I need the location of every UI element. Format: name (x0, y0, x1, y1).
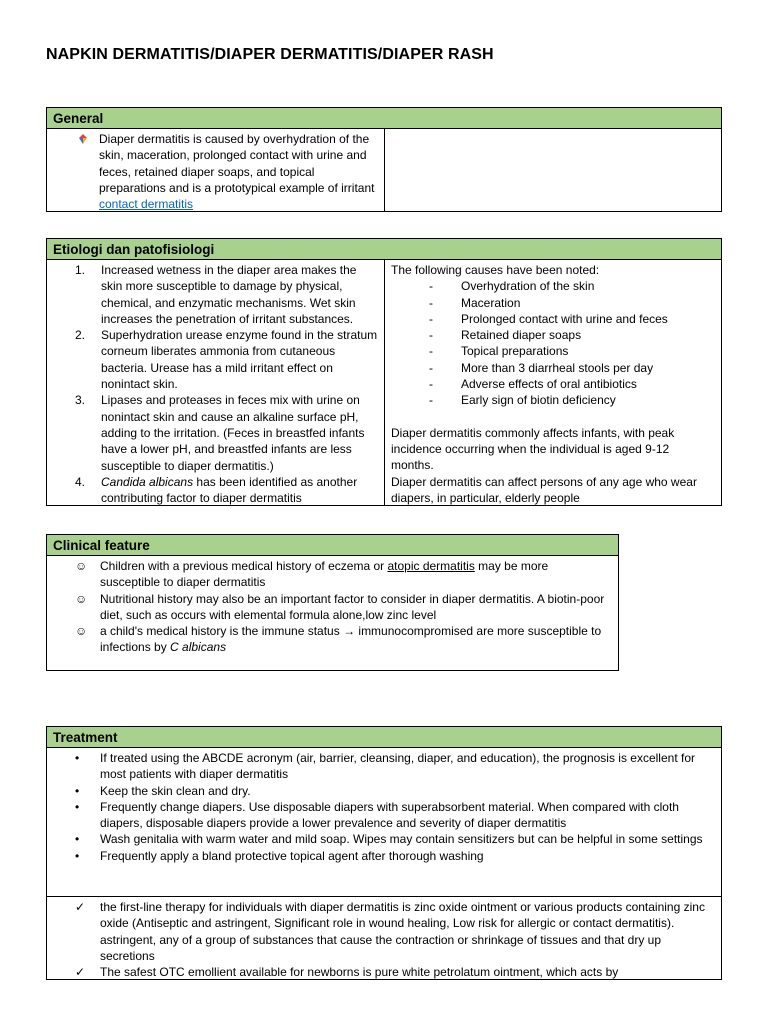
dash-bullet: - (429, 360, 433, 375)
etiologi-section (46, 238, 722, 506)
dash-bullet: - (429, 377, 433, 392)
dash-bullet: - (429, 328, 433, 343)
etiologi-left-cell (47, 260, 384, 505)
treatment-section (46, 726, 722, 980)
cause-item: Overhydration of the skin (461, 279, 595, 294)
clinical-item-3-mid: immunocompromised are more susceptible to infections by (100, 624, 602, 655)
item-number: 1. (75, 263, 86, 277)
treatment-bullets (47, 748, 721, 896)
treatment-checks (47, 896, 721, 982)
cause-item: More than 3 diarrheal stools per day (461, 360, 654, 375)
treatment-item: Keep the skin clean and dry. (100, 783, 251, 798)
cause-item: Retained diaper soaps (461, 328, 582, 343)
general-text (99, 131, 378, 212)
etiologi-item (75, 474, 380, 507)
treatment-check-item: The safest OTC emollient available for newborns is pure white petrolatum ointment, which acts by (100, 965, 619, 980)
checkmark-icon: ✓ (75, 900, 86, 914)
cause-item: Topical preparations (461, 344, 569, 359)
cause-item: Early sign of biotin deficiency (461, 393, 616, 408)
c-albicans-italic: C albicans (170, 640, 227, 655)
right-arrow-icon: → (343, 624, 356, 639)
clinical-item-1-pre: Children with a previous medical history of eczema or (100, 559, 388, 573)
smiley-icon: ☺ (75, 559, 88, 573)
clinical-item: Nutritional history may also be an important factor to consider in diaper dermatitis. A biotin-poor diet, such as occurs with elemental formula alone,low zinc level (100, 591, 605, 622)
treatment-item: Frequently apply a bland protective topical agent after thorough washing (100, 848, 484, 863)
item-number: 3. (75, 393, 86, 408)
bullet-dot: • (75, 783, 80, 798)
general-left-cell (47, 129, 384, 211)
page-title: NAPKIN DERMATITIS/DIAPER DERMATITIS/DIAPER RASH (46, 46, 494, 63)
general-header: General (47, 108, 721, 129)
contact-dermatitis-link[interactable]: contact dermatitis (99, 197, 194, 212)
cause-item: Maceration (461, 295, 521, 310)
causes-list (391, 278, 713, 408)
bullet-dot: • (75, 751, 80, 765)
treatment-item: Frequently change diapers. Use disposable diapers with superabsorbent material. When compared with cloth diapers, disposable diapers provide a lower prevalence and severity of diaper dermatitis (100, 799, 679, 831)
any-age-paragraph: Diaper dermatitis can affect persons of any age who wear diapers, in particular, elderly people (391, 474, 697, 505)
etiologi-item (75, 262, 380, 327)
etiologi-item (75, 392, 380, 473)
general-section (46, 107, 722, 212)
item-number: 4. (75, 474, 86, 489)
treatment-item: If treated using the ABCDE acronym (air, barrier, cleansing, diaper, and education), the prognosis is excellent for most patients with diaper dermatitis (100, 751, 695, 782)
clinical-section (46, 534, 619, 671)
dash-bullet: - (429, 311, 433, 326)
arrow-bullet-icon (77, 131, 99, 212)
general-text-body: Diaper dermatitis is caused by overhydration of the skin, maceration, prolonged contact with urine and feces, retained diaper soaps, and topical preparations and is a prototypical example of irritant (99, 132, 375, 195)
general-right-cell (384, 129, 721, 211)
item-text: Increased wetness in the diaper area makes the skin more susceptible to damage by physical, chemical, and enzymatic mechanisms. Wet skin increases the penetration of irritant substances. (101, 263, 357, 326)
item-text-rest: has been identified as another contributing factor to diaper dermatitis (101, 474, 358, 506)
atopic-dermatitis-link[interactable]: atopic dermatitis (387, 559, 475, 573)
clinical-item-3-pre: a child's medical history is the immune status (100, 624, 344, 639)
treatment-item: Wash genitalia with warm water and mild soap. Wipes may contain sensitizers but can be helpful in some settings (100, 832, 703, 847)
clinical-header: Clinical feature (47, 535, 618, 556)
incidence-paragraph: Diaper dermatitis commonly affects infants, with peak incidence occurring when the individual is aged 9-12 months. (391, 425, 675, 473)
cause-item: Adverse effects of oral antibiotics (461, 377, 637, 392)
clinical-item-1-post: may be more susceptible to diaper dermatitis (100, 559, 549, 590)
candida-italic: Candida albicans (101, 474, 194, 489)
bullet-dot: • (75, 799, 80, 814)
etiologi-right-cell (384, 260, 721, 505)
causes-intro: The following causes have been noted: (391, 263, 600, 277)
clinical-item (100, 623, 610, 656)
clinical-item (100, 558, 610, 591)
smiley-icon: ☺ (75, 591, 88, 606)
dash-bullet: - (429, 279, 433, 294)
item-text (101, 474, 380, 507)
treatment-check-item: the first-line therapy for individuals with diaper dermatitis is zinc oxide ointment or various products containing zinc oxide (Antiseptic and astringent, Significant role in wound healing, Low risk for allergic or contact dermatitis). astringent, any of a group of substances that cause the contraction or shrinkage of tissues and that dry up secretions (100, 900, 705, 963)
clinical-body (47, 556, 618, 658)
bullet-dot: • (75, 832, 80, 847)
item-text: Superhydration urease enzyme found in the stratum corneum liberates ammonia from cutaneous bacteria. Urease has a mild irritant effect on nonintact skin. (101, 328, 378, 392)
item-number: 2. (75, 328, 86, 343)
smiley-icon: ☺ (75, 624, 88, 639)
cause-item: Prolonged contact with urine and feces (461, 311, 668, 326)
bullet-dot: • (75, 848, 80, 863)
item-text: Lipases and proteases in feces mix with urine on nonintact skin and cause an alkaline surface pH, adding to the irritation. (Feces in breastfed infants have a lower pH, and breastfed infants are less susceptible to diaper dermatitis.) (101, 393, 365, 473)
etiologi-item (75, 327, 380, 392)
etiologi-header: Etiologi dan patofisiologi (47, 239, 721, 260)
dash-bullet: - (429, 393, 433, 408)
dash-bullet: - (429, 295, 433, 310)
checkmark-icon: ✓ (75, 965, 86, 980)
dash-bullet: - (429, 344, 433, 359)
treatment-header: Treatment (47, 727, 721, 748)
